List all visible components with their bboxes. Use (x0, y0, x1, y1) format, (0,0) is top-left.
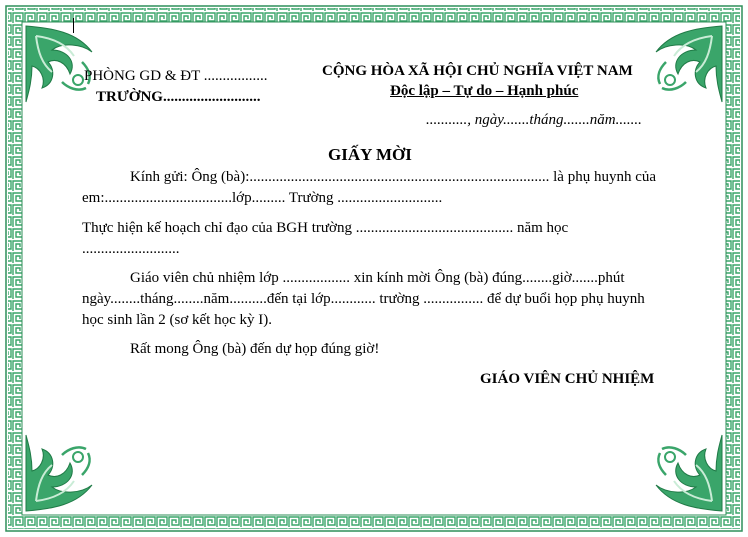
national-motto: Độc lập – Tự do – Hạnh phúc (390, 83, 579, 99)
invitation-paragraph: Giáo viên chủ nhiệm lớp .................. xin kính mời Ông (bà) đúng........giờ.......phút ngày........tháng........năm..........đến tại lớp............ trường ................ để dự buổi họp phụ huynh học sinh lần 2 (sơ kết học kỳ I). (82, 270, 645, 328)
school-line: TRƯỜNG.......................... (96, 89, 261, 105)
date-line: ..........., ngày.......tháng.......năm....... (426, 112, 642, 128)
closing-paragraph: Rất mong Ông (bà) đến dự họp đúng giờ! (130, 341, 380, 357)
text-cursor (73, 18, 74, 33)
document-title: GIẤY MỜI (328, 145, 412, 164)
plan-paragraph: Thực hiện kế hoạch chỉ đạo của BGH trường .......................................... năm học .......................... (82, 220, 569, 257)
national-title: CỘNG HÒA XÃ HỘI CHỦ NGHĨA VIỆT NAM (322, 63, 633, 79)
department-line: PHÒNG GD & ĐT ................. (84, 68, 268, 84)
signature-title: GIÁO VIÊN CHỦ NHIỆM (480, 371, 655, 387)
recipient-paragraph: Kính gửi: Ông (bà):................................................................................ là phụ huynh của em:..................................lớp......... Trường ............................ (82, 169, 657, 206)
